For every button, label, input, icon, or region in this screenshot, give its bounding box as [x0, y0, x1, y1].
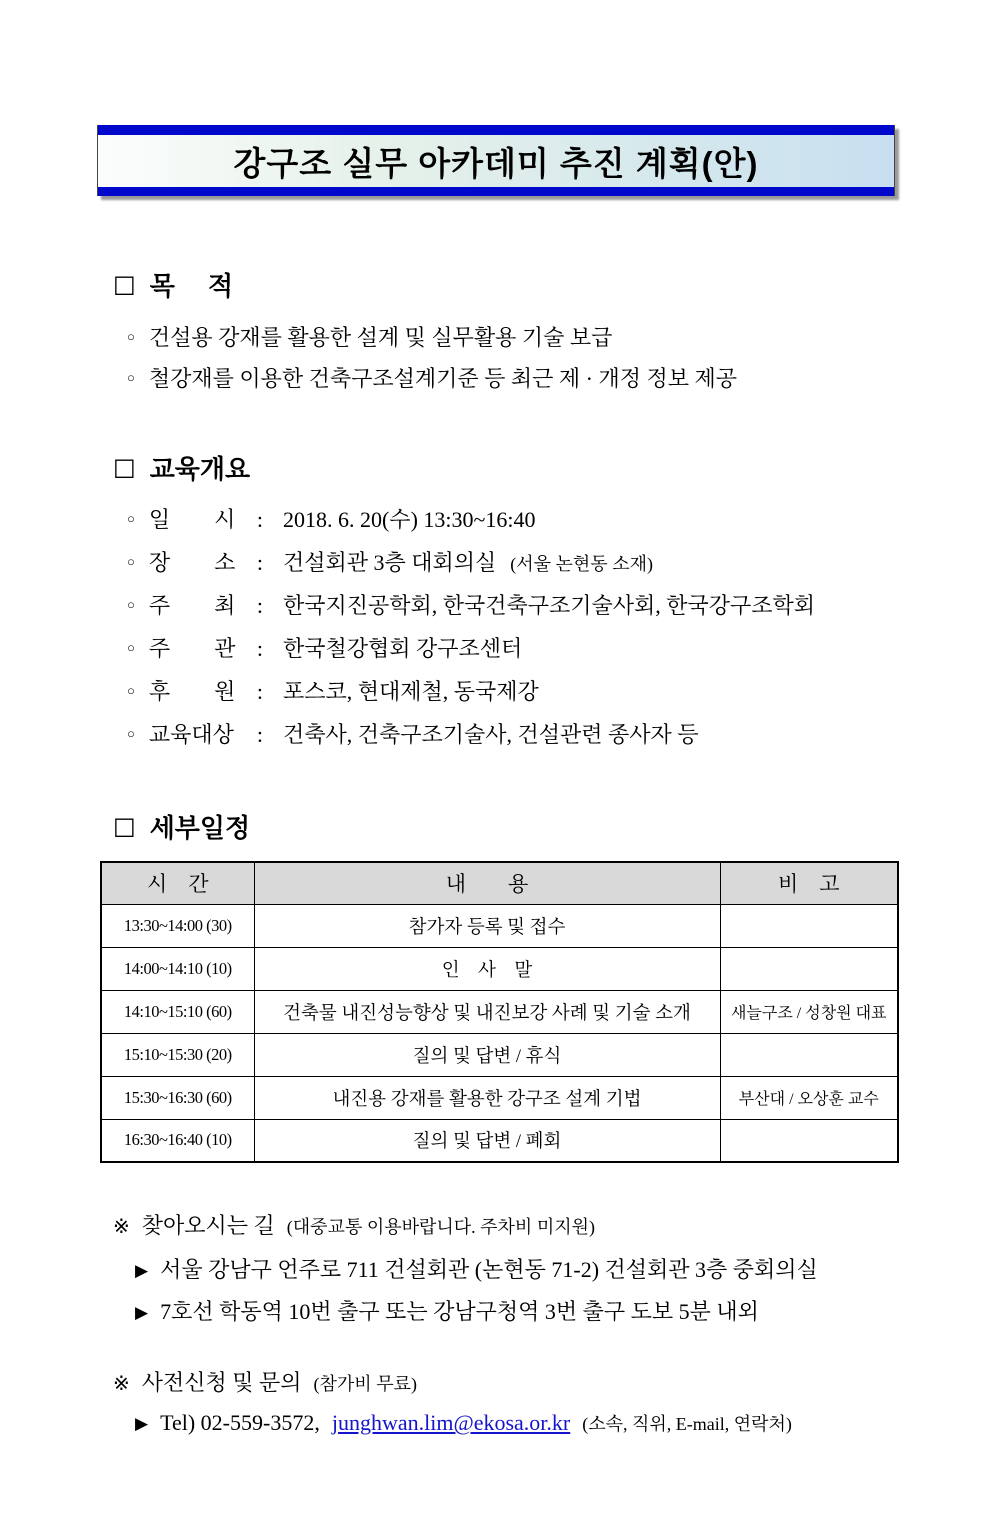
overview-label: 교육대상	[148, 722, 234, 747]
schedule-row	[101, 1033, 898, 1076]
banner-bottom-bar	[98, 187, 894, 196]
heading-purpose-label: 목 적	[149, 271, 234, 301]
cell-content: 질의 및 답변 / 휴식	[254, 1033, 720, 1076]
schedule-row	[101, 904, 898, 947]
overview-colon: :	[256, 722, 263, 747]
overview-value: 건축사, 건축구조기술사, 건설관련 종사자 등	[282, 722, 699, 747]
cell-remark: 새늘구조 / 성창원 대표	[720, 990, 898, 1033]
title-banner	[97, 125, 895, 196]
circle-bullet-icon: ○	[127, 640, 135, 655]
column-header-content: 내 용	[254, 862, 720, 904]
overview-value: 2018. 6. 20(수) 13:30~16:40	[282, 507, 536, 532]
purpose-list	[127, 319, 992, 401]
banner-body	[98, 135, 894, 187]
contact-heading	[113, 1366, 992, 1397]
schedule-row	[101, 1119, 898, 1162]
purpose-item	[127, 360, 992, 401]
cell-time: 15:10~15:30 (20)	[101, 1033, 254, 1076]
overview-colon: :	[256, 507, 263, 532]
square-bullet-icon: □	[113, 452, 136, 481]
access-line-text: 7호선 학동역 10번 출구 또는 강남구청역 3번 출구 도보 5분 내외	[160, 1299, 759, 1324]
contact-note: (참가비 무료)	[313, 1374, 417, 1394]
cell-time: 16:30~16:40 (10)	[101, 1119, 254, 1162]
cell-content: 참가자 등록 및 접수	[254, 904, 720, 947]
cell-content: 내진용 강재를 활용한 강구조 설계 기법	[254, 1076, 720, 1119]
circle-bullet-icon: ○	[127, 597, 135, 612]
heading-schedule	[113, 808, 992, 845]
contact-tel-line	[135, 1403, 992, 1445]
access-heading	[113, 1209, 992, 1240]
arrow-bullet-icon: ▶	[135, 1261, 149, 1280]
overview-item	[127, 672, 992, 715]
overview-value: 한국철강협회 강구조센터	[282, 636, 523, 661]
cell-time: 14:10~15:10 (60)	[101, 990, 254, 1033]
column-header-remark: 비 고	[720, 862, 898, 904]
access-line	[135, 1250, 992, 1292]
circle-bullet-icon: ○	[127, 726, 135, 741]
overview-value: 건설회관 3층 대회의실	[282, 550, 497, 575]
overview-label: 일 시	[148, 507, 236, 532]
square-bullet-icon: □	[113, 811, 136, 840]
cell-time: 14:00~14:10 (10)	[101, 947, 254, 990]
schedule-row	[101, 990, 898, 1033]
cell-content: 건축물 내진성능향상 및 내진보강 사례 및 기술 소개	[254, 990, 720, 1033]
circle-bullet-icon: ○	[127, 370, 135, 385]
overview-colon: :	[256, 550, 263, 575]
banner-top-bar	[98, 125, 894, 135]
heading-purpose	[113, 266, 992, 303]
overview-note: (서울 논현동 소재)	[510, 554, 653, 574]
schedule-row	[101, 1076, 898, 1119]
overview-colon: :	[256, 679, 263, 704]
cell-remark	[720, 904, 898, 947]
arrow-bullet-icon: ▶	[135, 1414, 149, 1433]
cell-content: 인 사 말	[254, 947, 720, 990]
contact-section	[113, 1366, 992, 1397]
reference-mark-icon: ※	[113, 1216, 130, 1238]
circle-bullet-icon: ○	[127, 683, 135, 698]
overview-colon: :	[256, 636, 263, 661]
document-page	[0, 125, 992, 1528]
overview-label: 후 원	[148, 679, 236, 704]
overview-item	[127, 543, 992, 586]
purpose-item-text: 건설용 강재를 활용한 설계 및 실무활용 기술 보급	[148, 325, 613, 350]
contact-suffix: (소속, 직위, E-mail, 연락처)	[582, 1414, 792, 1434]
overview-item	[127, 629, 992, 672]
cell-time: 13:30~14:00 (30)	[101, 904, 254, 947]
heading-schedule-label: 세부일정	[149, 813, 251, 843]
cell-remark: 부산대 / 오상훈 교수	[720, 1076, 898, 1119]
purpose-item	[127, 319, 992, 360]
reference-mark-icon: ※	[113, 1373, 130, 1395]
schedule-table	[100, 861, 899, 1163]
circle-bullet-icon: ○	[127, 554, 135, 569]
cell-content: 질의 및 답변 / 폐회	[254, 1119, 720, 1162]
overview-item	[127, 715, 992, 758]
overview-colon: :	[256, 593, 263, 618]
overview-label: 주 최	[148, 593, 236, 618]
access-lines	[135, 1250, 992, 1334]
column-header-time: 시 간	[101, 862, 254, 904]
overview-label: 장 소	[148, 550, 236, 575]
cell-remark	[720, 1119, 898, 1162]
overview-label: 주 관	[148, 636, 236, 661]
overview-list	[127, 500, 992, 758]
access-line	[135, 1292, 992, 1334]
purpose-item-text: 철강재를 이용한 건축구조설계기준 등 최근 제 · 개정 정보 제공	[148, 366, 737, 391]
overview-item	[127, 500, 992, 543]
email-link[interactable]: junghwan.lim@ekosa.or.kr	[331, 1410, 571, 1435]
square-bullet-icon: □	[113, 269, 136, 298]
circle-bullet-icon: ○	[127, 329, 135, 344]
overview-item	[127, 586, 992, 629]
overview-value: 포스코, 현대제철, 동국제강	[282, 679, 539, 704]
circle-bullet-icon: ○	[127, 511, 135, 526]
tel-number: Tel) 02-559-3572,	[160, 1410, 320, 1435]
cell-remark	[720, 947, 898, 990]
access-heading-label: 찾아오시는 길	[141, 1213, 275, 1238]
cell-remark	[720, 1033, 898, 1076]
schedule-header-row	[101, 862, 898, 904]
arrow-bullet-icon: ▶	[135, 1303, 149, 1322]
page-title: 강구조 실무 아카데미 추진 계획(안)	[233, 144, 759, 182]
access-section	[113, 1209, 992, 1240]
access-note: (대중교통 이용바랍니다. 주차비 미지원)	[286, 1217, 595, 1237]
access-line-text: 서울 강남구 언주로 711 건설회관 (논현동 71-2) 건설회관 3층 중회의실	[160, 1257, 818, 1282]
contact-heading-label: 사전신청 및 문의	[141, 1370, 302, 1395]
overview-value: 한국지진공학회, 한국건축구조기술사회, 한국강구조학회	[282, 593, 816, 618]
heading-overview	[113, 449, 992, 486]
cell-time: 15:30~16:30 (60)	[101, 1076, 254, 1119]
heading-overview-label: 교육개요	[149, 454, 251, 484]
schedule-row	[101, 947, 898, 990]
